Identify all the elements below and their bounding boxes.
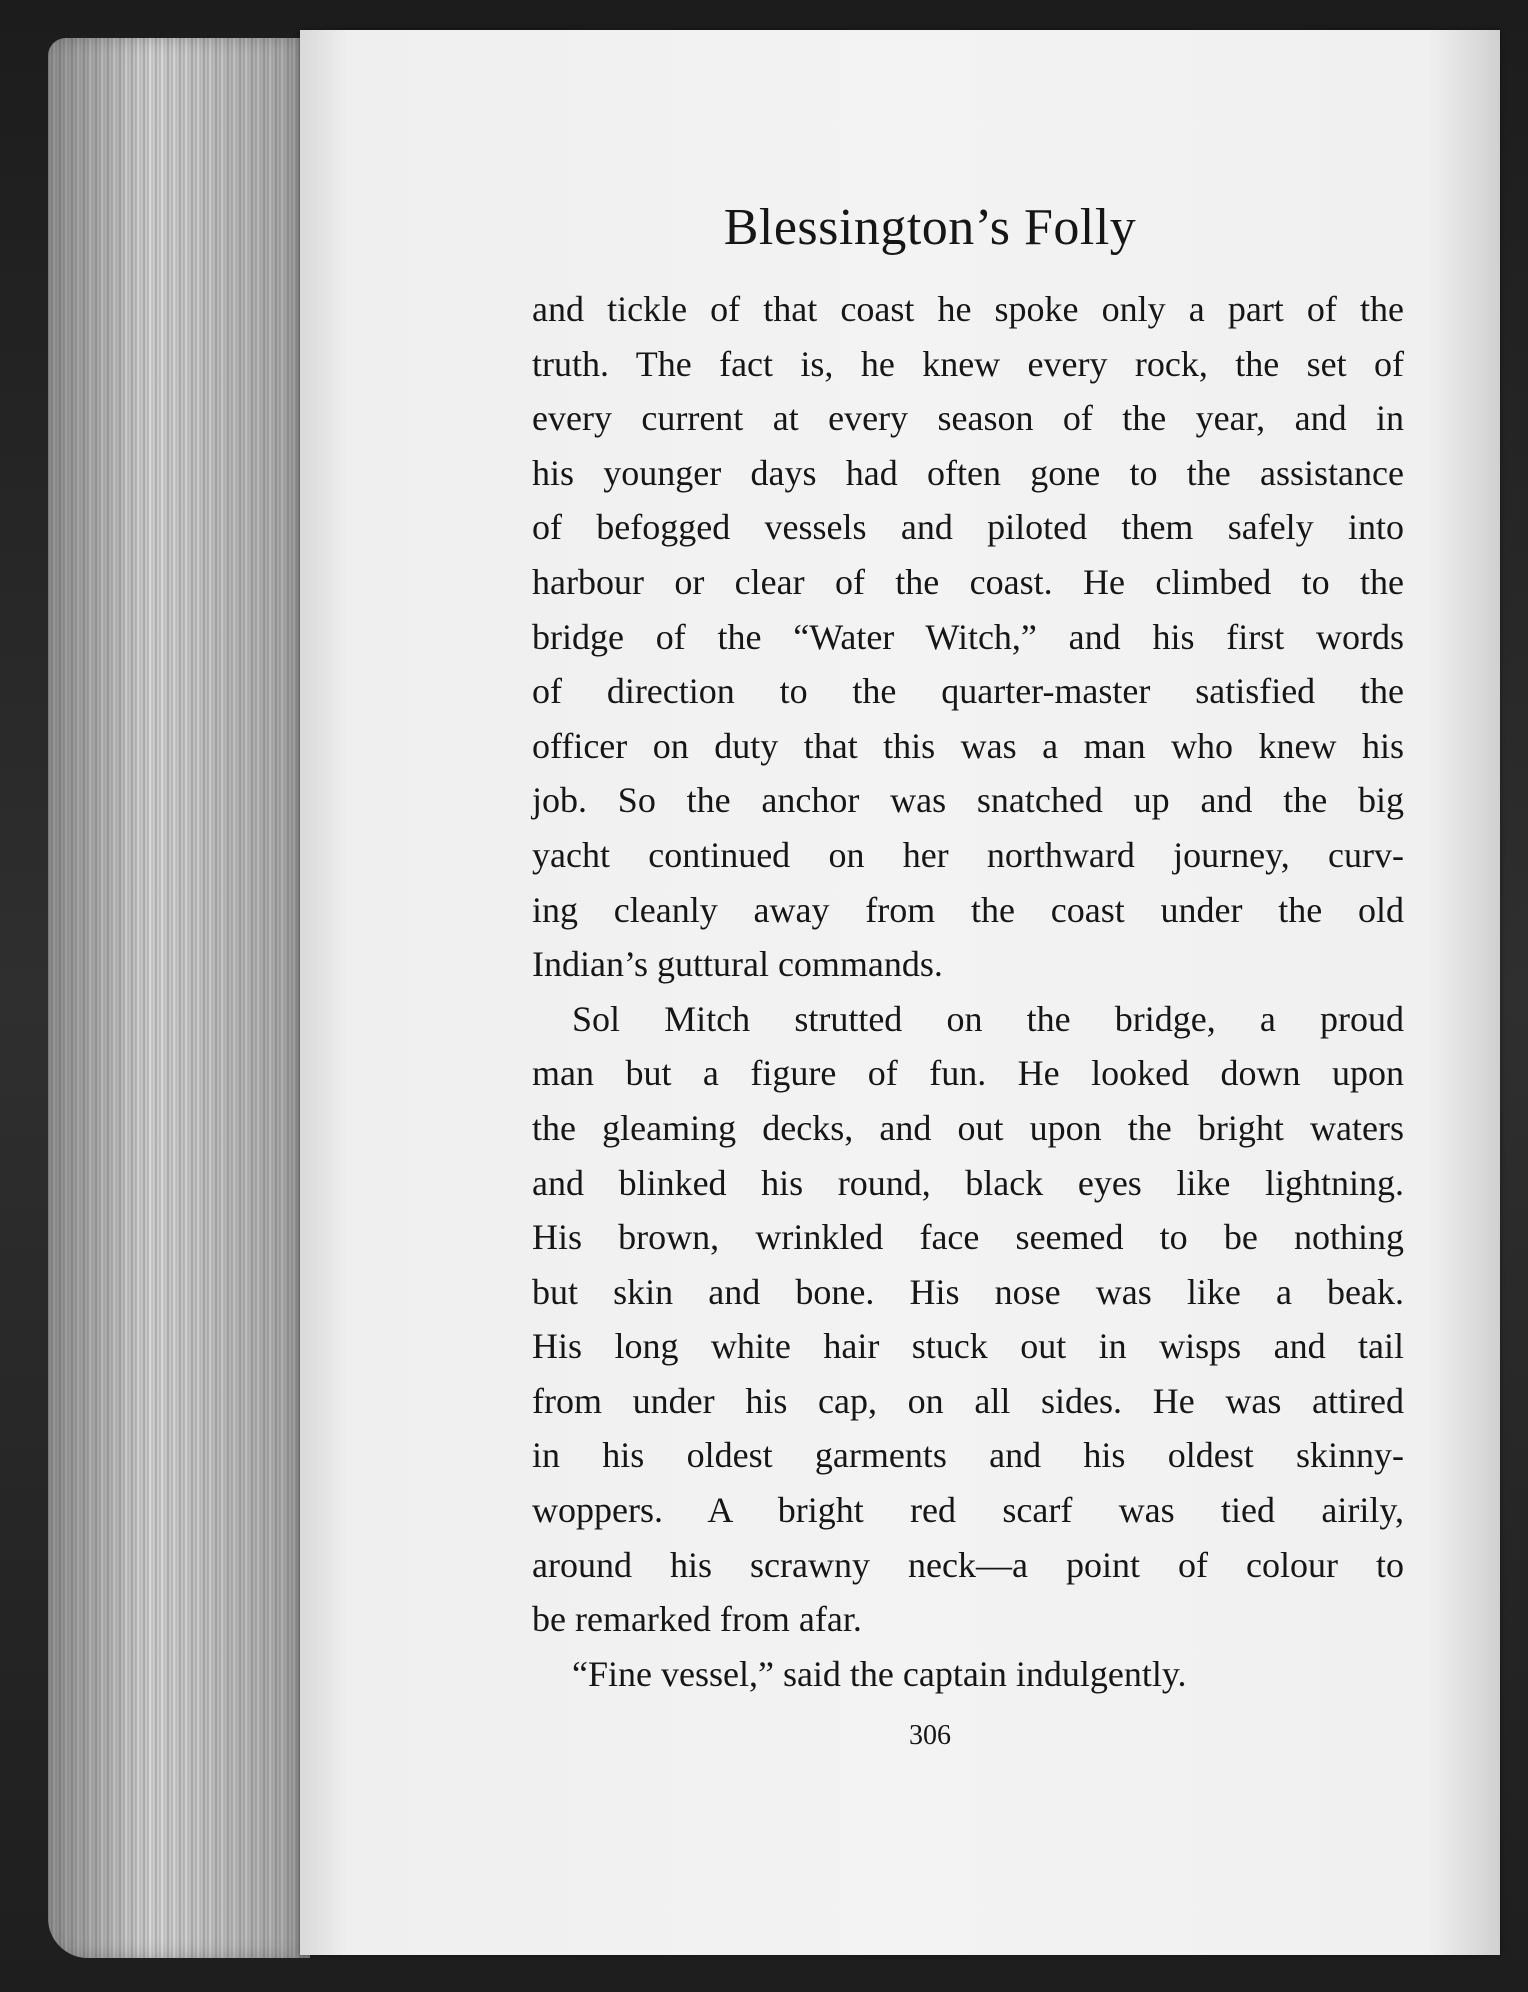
text-line: woppers. A bright red scarf was tied airily, bbox=[532, 1490, 1404, 1531]
text-line: of direction to the quarter-master satisfied the bbox=[532, 671, 1404, 712]
text-line: be remarked from afar. bbox=[532, 1599, 862, 1640]
running-head: Blessington’s Folly bbox=[723, 199, 1137, 256]
text-line: Sol Mitch strutted on the bridge, a proud bbox=[572, 998, 1404, 1039]
text-line: man but a figure of fun. He looked down upon bbox=[532, 1053, 1404, 1094]
text-line: from under his cap, on all sides. He was attired bbox=[532, 1380, 1404, 1421]
page-content bbox=[300, 30, 1500, 1955]
book-page bbox=[300, 30, 1500, 1955]
text-line: and blinked his round, black eyes like lightning. bbox=[532, 1162, 1404, 1203]
text-line: His brown, wrinkled face seemed to be nothing bbox=[532, 1217, 1404, 1258]
book-page-edges bbox=[48, 38, 310, 1958]
text-line: officer on duty that this was a man who knew his bbox=[532, 725, 1404, 766]
text-line: of befogged vessels and piloted them safely into bbox=[532, 507, 1404, 548]
text-line: Indian’s guttural commands. bbox=[532, 944, 943, 985]
text-line: truth. The fact is, he knew every rock, the set of bbox=[532, 343, 1404, 384]
text-line: ing cleanly away from the coast under the old bbox=[532, 889, 1404, 930]
text-line: the gleaming decks, and out upon the bright waters bbox=[532, 1107, 1404, 1148]
text-line: and tickle of that coast he spoke only a part of the bbox=[532, 289, 1404, 329]
text-line: around his scrawny neck—a point of colour to bbox=[532, 1544, 1404, 1585]
text-line: in his oldest garments and his oldest skinny- bbox=[532, 1435, 1404, 1476]
text-line: His long white hair stuck out in wisps and tail bbox=[532, 1326, 1404, 1367]
body-text bbox=[532, 282, 1404, 1701]
text-line: bridge of the “Water Witch,” and his first words bbox=[532, 616, 1404, 657]
text-line: job. So the anchor was snatched up and the big bbox=[532, 780, 1404, 821]
page-number: 306 bbox=[909, 1720, 951, 1751]
text-line: every current at every season of the year, and in bbox=[532, 398, 1404, 439]
text-line: “Fine vessel,” said the captain indulgently. bbox=[572, 1653, 1187, 1694]
text-line: harbour or clear of the coast. He climbed to the bbox=[532, 561, 1404, 602]
text-line: yacht continued on her northward journey, curv- bbox=[532, 834, 1404, 875]
text-line: his younger days had often gone to the assistance bbox=[532, 452, 1404, 493]
text-line: but skin and bone. His nose was like a beak. bbox=[532, 1271, 1404, 1312]
